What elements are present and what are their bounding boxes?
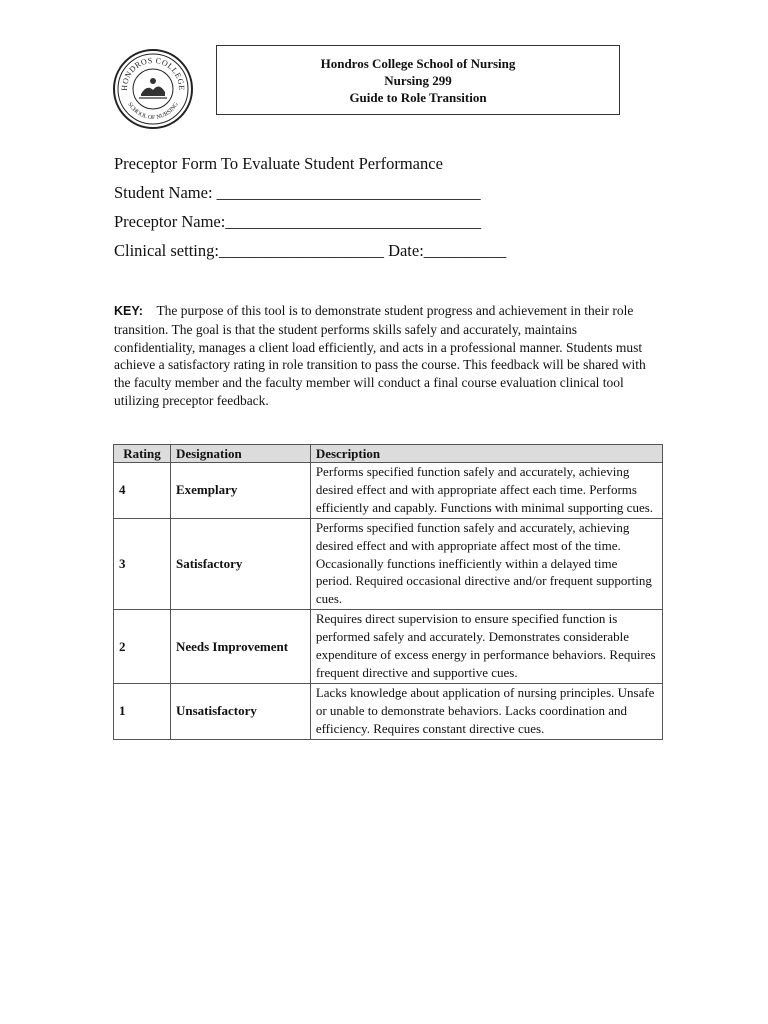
table-row [114, 518, 663, 610]
seal-top-text: HONDROS COLLEGE [119, 55, 187, 91]
key-paragraph [114, 302, 654, 410]
rating-cell: 4 [114, 463, 171, 519]
description-cell: Performs specified function safely and accurately, achieving desired effect and with appropriate affect most of the time. Occasionally functions inefficiently within a delayed time period. Required occasional directive and/or frequent supporting cues. [310, 518, 662, 610]
svg-text:HONDROS COLLEGE [120, 56, 186, 91]
seal-bottom-text: SCHOOL OF NURSING [126, 101, 180, 122]
key-label: KEY: [114, 304, 143, 318]
description-cell: Lacks knowledge about application of nursing principles. Unsafe or unable to demonstrate behaviors. Lacks coordination and efficiency. Requires constant directive cues. [310, 683, 662, 739]
table-header-row [114, 445, 663, 463]
table-row [114, 463, 663, 519]
school-name: Hondros College School of Nursing [320, 55, 516, 71]
rating-cell: 2 [114, 610, 171, 684]
description-cell: Requires direct supervision to ensure specified function is performed safely and accurately. Demonstrates considerable expenditure of excess energy in performance behaviors. Requires frequent directive and supportive cues. [310, 610, 662, 684]
clinical-setting-date-field: Clinical setting:____________________ Date:__________ [114, 241, 507, 260]
school-seal-logo [112, 48, 194, 130]
designation-cell: Needs Improvement [170, 610, 310, 684]
column-header-designation: Designation [170, 445, 310, 463]
table-row [114, 683, 663, 739]
rating-table [113, 444, 663, 740]
preceptor-name-field: Preceptor Name:_______________________________ [114, 212, 482, 231]
designation-cell: Unsatisfactory [170, 683, 310, 739]
column-header-rating: Rating [114, 445, 171, 463]
student-name-field: Student Name: ________________________________ [114, 183, 481, 202]
course-number: Nursing 299 [384, 72, 452, 88]
course-title: Guide to Role Transition [349, 89, 487, 105]
key-text: The purpose of this tool is to demonstrate student progress and achievement in their role transition. The goal is that the student performs skills safely and accurately, maintains confidentiality, manages a client load efficiently, and acts in a professional manner. Students must achieve a satisfactory rating in role transition to pass the course. This feedback will be shared with the faculty member and the faculty member will conduct a final course evaluation clinical tool utilizing preceptor feedback. [114, 303, 646, 408]
course-header-box [216, 45, 620, 115]
rating-cell: 1 [114, 683, 171, 739]
designation-cell: Exemplary [170, 463, 310, 519]
rating-cell: 3 [114, 518, 171, 610]
table-row [114, 610, 663, 684]
form-title: Preceptor Form To Evaluate Student Performance [114, 154, 443, 173]
description-cell: Performs specified function safely and accurately, achieving desired effect and with appropriate affect each time. Performs efficiently and capably. Functions with minimal supporting cues. [310, 463, 662, 519]
designation-cell: Satisfactory [170, 518, 310, 610]
form-fields [114, 153, 506, 269]
column-header-description: Description [310, 445, 662, 463]
